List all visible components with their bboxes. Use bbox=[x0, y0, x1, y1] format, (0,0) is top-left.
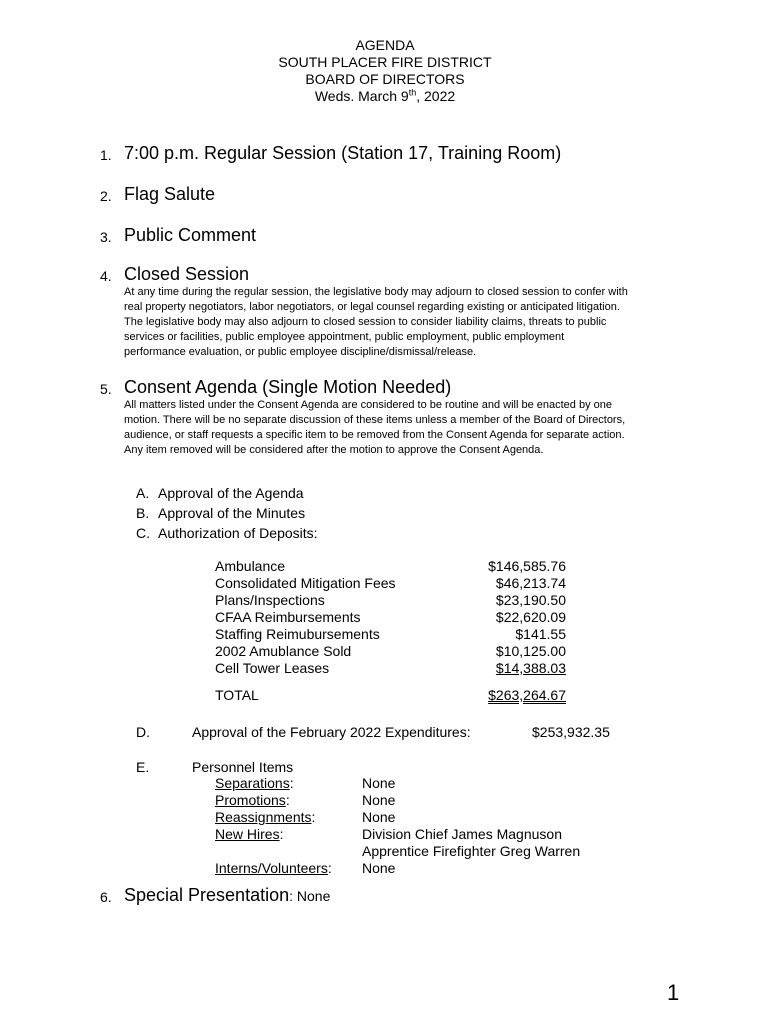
item-4-title: Closed Session bbox=[124, 264, 250, 284]
deposit-amount: $46,213.74 bbox=[495, 575, 566, 591]
personnel-new-hires-value: Apprentice Firefighter Greg Warren bbox=[362, 843, 581, 859]
deposit-label: Cell Tower Leases bbox=[215, 660, 330, 676]
header-date: Weds. March 9th, 2022 bbox=[314, 87, 456, 104]
item-1-number: 1. bbox=[100, 147, 112, 163]
deposit-amount: $141.55 bbox=[515, 626, 566, 642]
consent-c-text: Authorization of Deposits: bbox=[158, 525, 318, 541]
deposit-amount: $23,190.50 bbox=[495, 592, 566, 608]
consent-e-text: Personnel Items bbox=[192, 759, 294, 775]
deposit-amount: $10,125.00 bbox=[495, 643, 566, 659]
consent-agenda-paragraph: All matters listed under the Consent Agenda are considered to be routine and will be enacted by one motion. There will be no separate discussion of these items unless a member of the Board of Directors, audience, or staff requests a specific item to be removed from the Consent Agenda for separate action. Any item removed will be considered after the motion to approve the Consent Agenda. bbox=[124, 399, 626, 456]
deposits-labels bbox=[215, 558, 396, 677]
personnel-promotions-value: None bbox=[362, 792, 396, 808]
personnel-new-hires-label: New Hires: bbox=[215, 826, 284, 842]
deposits-total-label: TOTAL bbox=[215, 687, 259, 703]
personnel-interns-label: Interns/Volunteers: bbox=[215, 860, 332, 876]
personnel-new-hires-value: Division Chief James Magnuson bbox=[362, 826, 562, 842]
consent-d-amount: $253,932.35 bbox=[532, 724, 610, 740]
deposit-label: Staffing Reimubursements bbox=[215, 626, 380, 642]
header-district: SOUTH PLACER FIRE DISTRICT bbox=[278, 54, 492, 70]
personnel-promotions-label: Promotions: bbox=[215, 792, 290, 808]
personnel-separations-label: Separations: bbox=[215, 775, 294, 791]
item-2-title: Flag Salute bbox=[124, 184, 216, 204]
personnel-separations-value: None bbox=[362, 775, 396, 791]
item-5-title: Consent Agenda (Single Motion Needed) bbox=[124, 377, 452, 397]
agenda-header bbox=[0, 37, 770, 105]
page-number: 1 bbox=[667, 980, 680, 1005]
item-2-number: 2. bbox=[100, 188, 112, 204]
item-5-number: 5. bbox=[100, 381, 112, 397]
consent-b-text: Approval of the Minutes bbox=[158, 505, 306, 521]
consent-a-letter: A. bbox=[136, 485, 150, 501]
item-3-title: Public Comment bbox=[124, 225, 257, 245]
personnel-interns-value: None bbox=[362, 860, 396, 876]
header-title: AGENDA bbox=[355, 37, 415, 53]
consent-a-text: Approval of the Agenda bbox=[158, 485, 304, 501]
item-3-number: 3. bbox=[100, 229, 112, 245]
consent-d-text: Approval of the February 2022 Expenditures: bbox=[192, 724, 471, 740]
consent-e-letter: E. bbox=[136, 759, 150, 775]
header-board: BOARD OF DIRECTORS bbox=[305, 71, 465, 87]
deposits-amounts bbox=[440, 558, 566, 677]
personnel-reassignments-label: Reassignments: bbox=[215, 809, 316, 825]
consent-b-letter: B. bbox=[136, 505, 150, 521]
consent-d-letter: D. bbox=[136, 724, 150, 740]
deposit-amount: $146,585.76 bbox=[488, 558, 566, 574]
deposit-amount: $22,620.09 bbox=[495, 609, 566, 625]
personnel-labels bbox=[215, 775, 332, 877]
item-4-number: 4. bbox=[100, 268, 112, 284]
deposit-label: Plans/Inspections bbox=[215, 592, 325, 608]
deposit-label: CFAA Reimbursements bbox=[215, 609, 361, 625]
closed-session-paragraph: At any time during the regular session, the legislative body may adjourn to closed session to confer with real property negotiators, labor negotiators, or legal counsel regarding existing or anticipated litigation. The legislative body may also adjourn to closed session to consider liability claims, threats to public services or facilities, public employee appointment, public employment, public employment performance evaluation, or public employee discipline/dismissal/release. bbox=[124, 286, 628, 358]
personnel-values bbox=[362, 775, 580, 877]
item-1-title: 7:00 p.m. Regular Session (Station 17, Training Room) bbox=[124, 143, 562, 163]
item-6-title: Special Presentation: None bbox=[124, 885, 331, 905]
item-6-number: 6. bbox=[100, 889, 112, 905]
consent-c-letter: C. bbox=[136, 525, 150, 541]
deposits-total-amount: $263,264.67 bbox=[488, 687, 566, 703]
deposit-label: 2002 Amublance Sold bbox=[215, 643, 352, 659]
personnel-reassignments-value: None bbox=[362, 809, 396, 825]
deposit-label: Ambulance bbox=[215, 558, 286, 574]
deposit-label: Consolidated Mitigation Fees bbox=[215, 575, 396, 591]
deposit-amount: $14,388.03 bbox=[495, 660, 566, 676]
